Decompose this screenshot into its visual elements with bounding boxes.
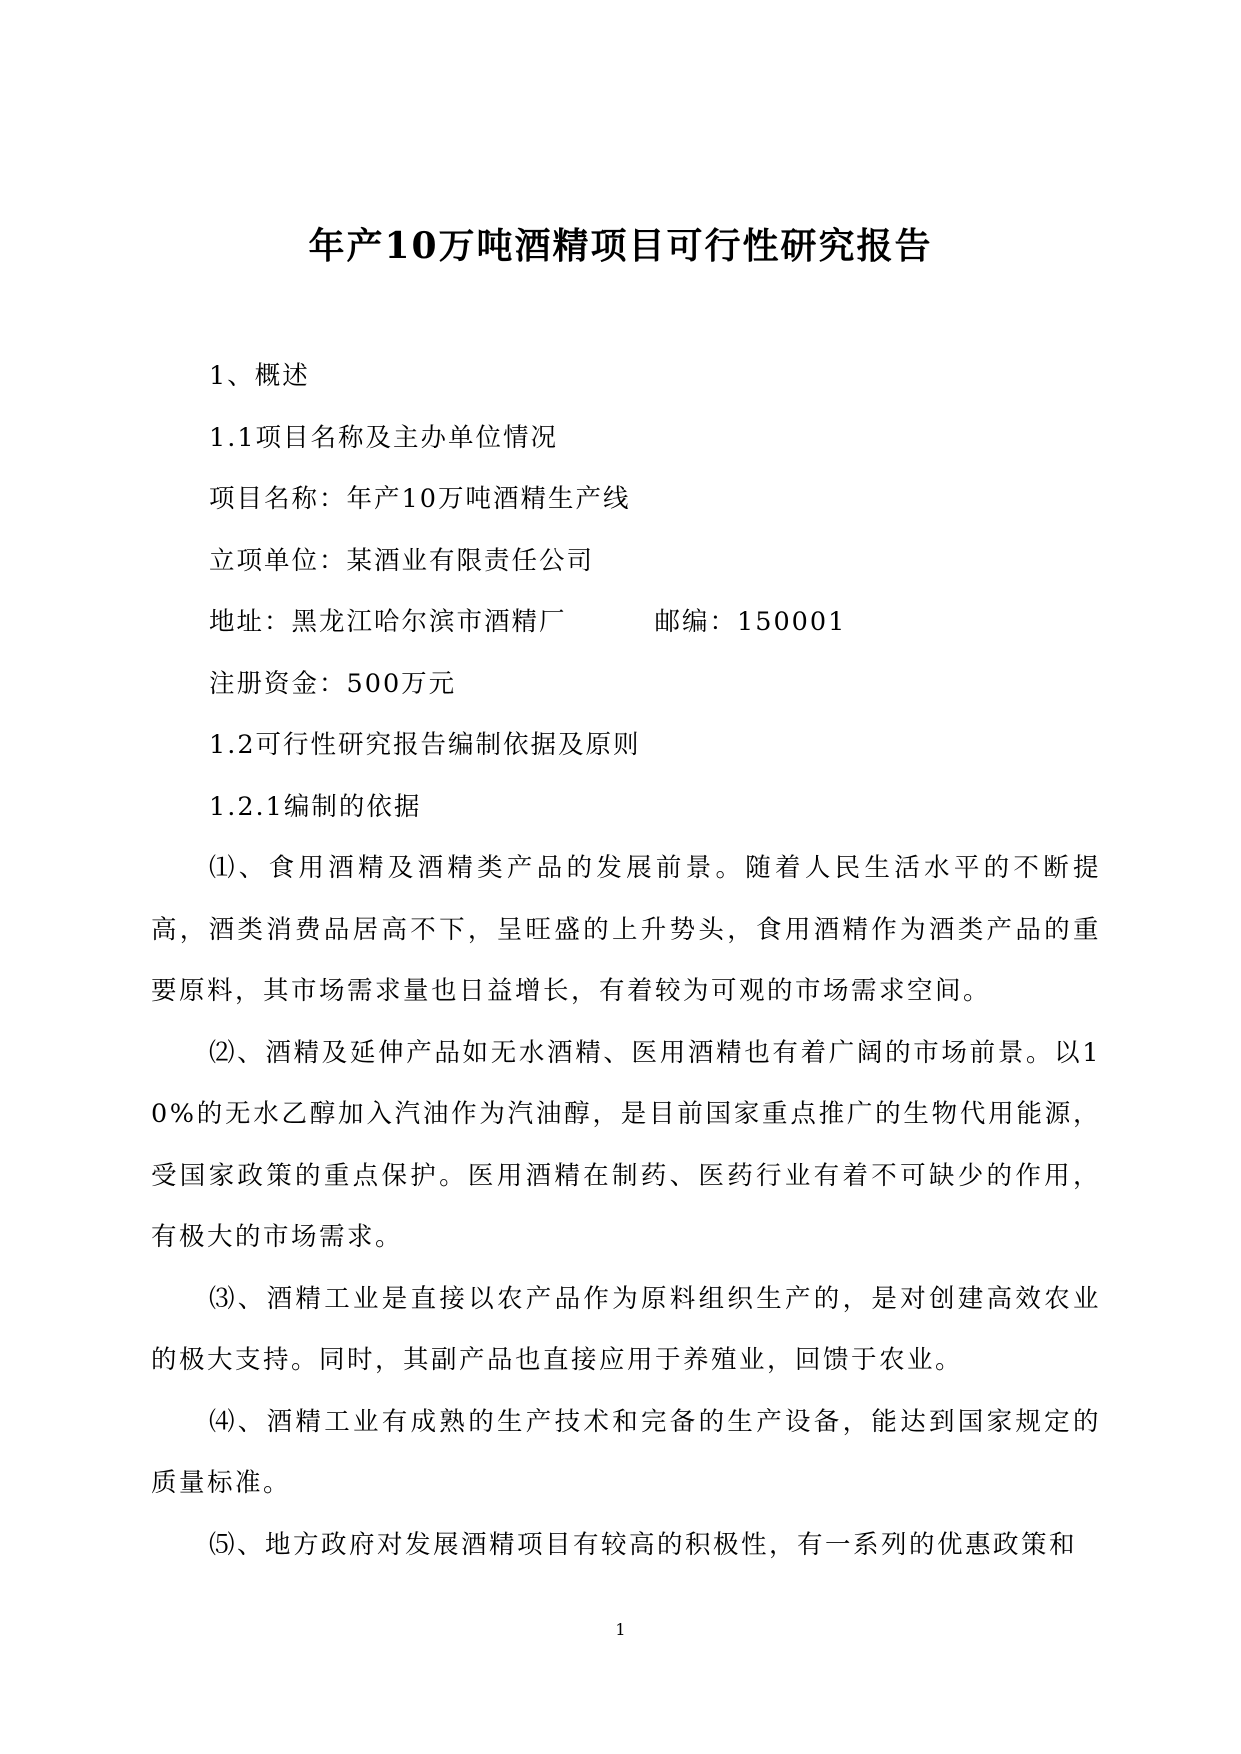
- postcode-text: 邮编：150001: [654, 607, 847, 637]
- section-heading-1-2: 1.2可行性研究报告编制依据及原则: [209, 730, 641, 760]
- address-text: 地址：黑龙江哈尔滨市酒精厂: [209, 607, 567, 637]
- project-name-line: 项目名称：年产10万吨酒精生产线: [209, 484, 631, 514]
- section-heading-1-2-1: 1.2.1编制的依据: [209, 791, 422, 822]
- paragraph-basis-5: ⑸、地方政府对发展酒精项目有较高的积极性，有一系列的优惠政策和: [209, 1529, 1078, 1560]
- page-number: 1: [615, 1620, 626, 1639]
- sponsor-line: 立项单位：某酒业有限责任公司: [209, 545, 595, 576]
- capital-line: 注册资金：500万元: [209, 668, 457, 699]
- section-heading-overview: 1、概述: [209, 361, 310, 391]
- address-line: [151, 592, 1101, 654]
- document-title: 年产10万吨酒精项目可行性研究报告: [308, 225, 933, 267]
- document-body: [151, 346, 1101, 1576]
- paragraph-basis-3: ⑶、酒精工业是直接以农产品作为原料组织生产的，是对创建高效农业的极大支持。同时，其副产品也直接应用于养殖业，回馈于农业。: [151, 1283, 1101, 1375]
- paragraph-basis-2: ⑵、酒精及延伸产品如无水酒精、医用酒精也有着广阔的市场前景。以10%的无水乙醇加入汽油作为汽油醇，是目前国家重点推广的生物代用能源，受国家政策的重点保护。医用酒精在制药、医药行业有着不可缺少的作用，有极大的市场需求。: [151, 1037, 1101, 1252]
- section-heading-1-1: 1.1项目名称及主办单位情况: [209, 422, 559, 453]
- paragraph-basis-1: ⑴、食用酒精及酒精类产品的发展前景。随着人民生活水平的不断提高，酒类消费品居高不下，呈旺盛的上升势头，食用酒精作为酒类产品的重要原料，其市场需求量也日益增长，有着较为可观的市场需求空间。: [151, 853, 1101, 1006]
- paragraph-basis-4: ⑷、酒精工业有成熟的生产技术和完备的生产设备，能达到国家规定的质量标准。: [151, 1406, 1101, 1498]
